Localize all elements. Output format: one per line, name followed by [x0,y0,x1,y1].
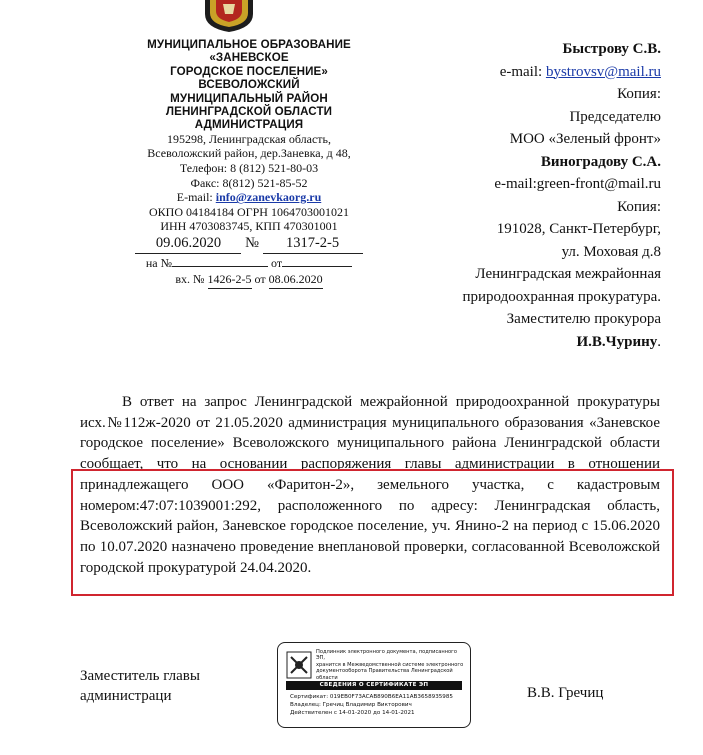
recipient-name-line [361,331,661,354]
org-line: ЛЕНИНГРАДСКОЙ ОБЛАСТИ [165,105,333,119]
addressee-email-link[interactable]: bystrovsv@mail.ru [545,63,661,80]
org-line: АДМИНИСТРАЦИЯ [194,118,304,132]
stamp-text-line: документооборота Правительства Ленинградской области [316,668,453,681]
recipient-address: 191028, Санкт-Петербург, [496,221,661,237]
coat-of-arms-emblem-icon [201,0,257,32]
org-line: МУНИЦИПАЛЬНОЕ ОБРАЗОВАНИЕ [147,38,351,51]
certificate-serial: Сертификат: 019EB0F73ACAB890B6EA11AB3658935985 [290,694,453,700]
stamp-header: СВЕДЕНИЯ О СЕРТИФИКАТЕ ЭП [286,681,462,690]
org-line: ВСЕВОЛОЖСКИЙ [198,78,300,92]
certificate-owner: Владелец: Гречиц Владимир Викторович [290,702,412,709]
certificate-validity: Действителен с 14-01-2020 до 14-01-2021 [290,710,415,717]
codes-line: ОКПО 04184184 ОГРН 1064703001021 [149,204,349,219]
copy-label: Копия: [617,86,661,102]
incoming-prefix: вх. № [175,272,205,286]
position-line: администраци [80,688,172,704]
addressee-name: Быстрову С.В. [562,41,661,57]
signatory-name: В.В. Гречиц [527,685,604,701]
outgoing-date: 09.06.2020 [135,234,241,254]
stamp-text-line: Подлинник электронного документа, подписанного ЭП, [316,649,457,662]
codes-line: ИНН 4703083745, КПП 470301001 [160,219,338,234]
recipient-email: e-mail:green-front@mail.ru [494,176,661,192]
recipient-name: И.В.Чурину [576,333,658,350]
address-line: Всеволожский район, дер.Заневка, д 48, [147,146,351,161]
addressee-email-line [361,61,661,84]
recipient-org: природоохранная прокуратура. [462,288,661,305]
recipient-title: Председателю [569,108,661,125]
recipient-address: ул. Моховая д.8 [561,243,661,260]
phone-line: Телефон: 8 (812) 521-80-03 [179,161,319,176]
org-email-link[interactable]: info@zanevkaorg.ru [215,190,322,205]
outgoing-number: 1317-2-5 [263,234,363,254]
email-label: e-mail: [499,63,546,80]
incoming-from: от [254,272,266,286]
incoming-line [104,271,394,289]
reply-from: от [271,256,283,270]
reply-to-line [104,254,394,271]
address-line: 195298, Ленинградская область, [167,131,331,146]
position-line: Заместитель главы [80,668,200,684]
reply-prefix: на № [145,256,173,270]
recipients-block [361,38,661,353]
recipient-org: Ленинградская межрайонная [475,266,661,282]
period: . [657,333,661,350]
stamp-text-line: хранится в Межведомственной системе электронного [316,661,464,668]
body-paragraph: В ответ на запрос Ленинградской межрайонной природоохранной прокуратуры исх.№112ж-2020 от 21.05.2020 администрация муниципального образования «Заневское городское поселение» Всеволожского муниципального района Ленинградской области сообщает, что на основании распоряжения главы администрации в отношении принадлежащего ООО «Фаритон-2», земельного участка, с кадастровым номером:47:07:1039001:292, расположенного по адресу: Ленинградская область, Всеволожский район, Заневское городское поселение, уч. Янино-2 на период с 15.06.2020 по 10.07.2020 назначено проведение внеплановой проверки, согласованной Всеволожской городской прокуратурой 24.04.2020. [80,394,660,576]
e-signature-stamp [277,642,471,728]
outgoing-number-line [104,234,394,254]
recipient-name: Виноградову С.А. [540,153,661,170]
org-email-line [104,190,394,205]
fax-line: Факс: 8(812) 521-85-52 [190,175,308,190]
recipient-org: МОО «Зеленый фронт» [509,131,661,147]
stamp-text [316,649,466,681]
org-line: МУНИЦИПАЛЬНЫЙ РАЙОН [170,91,328,105]
letterhead [104,38,394,289]
incoming-number: 1426-2-5 [208,271,252,289]
org-line: «ЗАНЕВСКОЕ [209,51,289,65]
recipient-title: Заместителю прокурора [506,311,661,327]
incoming-date: 08.06.2020 [269,271,323,289]
org-line: ГОРОДСКОЕ ПОСЕЛЕНИЕ» [170,64,328,78]
certificate-details [290,693,466,718]
email-label: E-mail: [176,190,216,205]
signatory-position [80,666,200,706]
number-sign: № [245,235,259,251]
highlight-box [71,469,674,596]
crest-icon [286,651,312,679]
copy-label: Копия: [617,198,661,215]
